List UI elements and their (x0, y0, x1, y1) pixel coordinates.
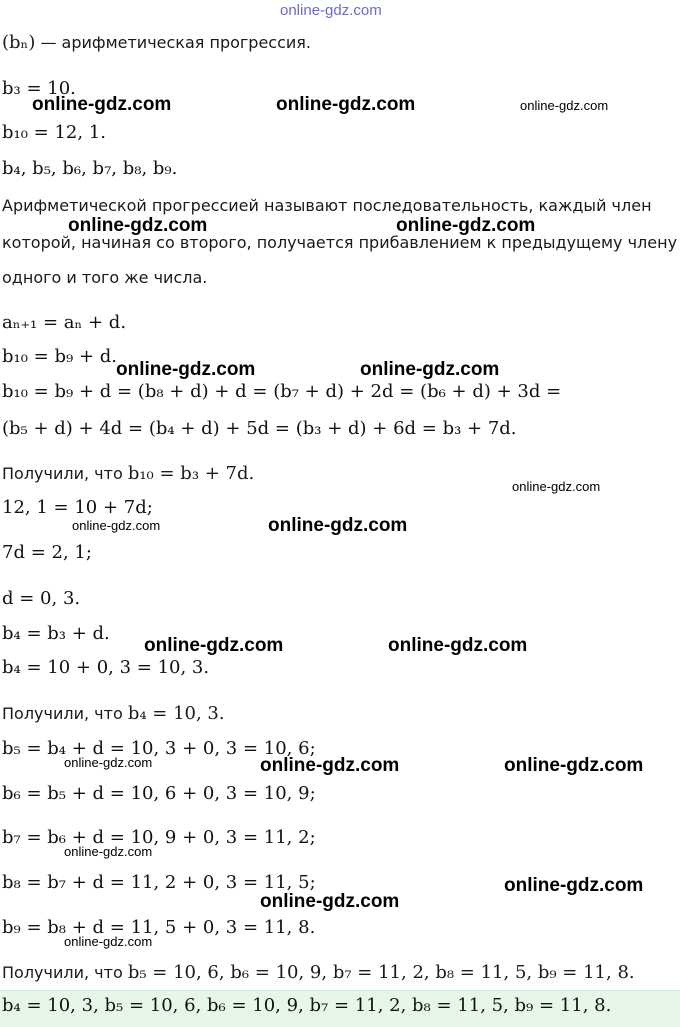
solution-line-l04: b₄, b₅, b₆, b₇, b₈, b₉. (2, 158, 178, 179)
watermark: online-gdz.com (520, 98, 609, 113)
solution-line-l23: b₉ = b₈ + d = 11, 5 + 0, 3 = 11, 8. (2, 917, 316, 938)
watermark: online-gdz.com (268, 515, 408, 536)
math-fragment: (bₙ) (2, 32, 36, 53)
watermark: online-gdz.com (144, 635, 284, 656)
watermark: online-gdz.com (396, 215, 536, 236)
math-fragment: b₄ = 10, 3. (127, 703, 225, 724)
watermark: online-gdz.com (504, 755, 644, 776)
watermark: online-gdz.com (32, 94, 172, 115)
watermark: online-gdz.com (360, 359, 500, 380)
solution-line-l14: 7d = 2, 1; (2, 542, 92, 563)
watermark: online-gdz.com (504, 875, 644, 896)
watermark: online-gdz.com (388, 635, 528, 656)
text-fragment: Получили, что (2, 704, 128, 723)
watermark: online-gdz.com (260, 755, 400, 776)
solution-line-l17: b₄ = 10 + 0, 3 = 10, 3. (2, 657, 210, 678)
math-fragment: b₁₀ = b₃ + 7d. (127, 463, 255, 484)
solution-line-l07: одного и того же числа. (2, 268, 208, 287)
watermark: online-gdz.com (64, 844, 153, 859)
solution-line-l03: b₁₀ = 12, 1. (2, 122, 107, 143)
watermark: online-gdz.com (276, 94, 416, 115)
solution-line-l15: d = 0, 3. (2, 588, 81, 609)
watermark: online-gdz.com (116, 359, 256, 380)
solution-line-l21: b₇ = b₆ + d = 10, 9 + 0, 3 = 11, 2; (2, 827, 316, 848)
top-watermark: online-gdz.com (280, 2, 382, 19)
solution-line-l24 (2, 962, 635, 983)
solution-line-l19: b₅ = b₄ + d = 10, 3 + 0, 3 = 10, 6; (2, 738, 316, 759)
solution-line-l05: Арифметической прогрессией называют последовательность, каждый член (2, 196, 652, 215)
text-fragment: Получили, что (2, 464, 128, 483)
solution-line-l06: которой, начиная со второго, получается прибавлением к предыдущему члену (2, 233, 678, 252)
solution-line-l22: b₈ = b₇ + d = 11, 2 + 0, 3 = 11, 5; (2, 872, 316, 893)
solution-line-l18 (2, 703, 225, 724)
watermark: online-gdz.com (64, 755, 153, 770)
text-fragment: Получили, что (2, 963, 128, 982)
text-fragment: — арифметическая прогрессия. (35, 33, 311, 52)
solution-line-l11: (b₅ + d) + 4d = (b₄ + d) + 5d = (b₃ + d) + 6d = b₃ + 7d. (2, 418, 517, 439)
watermark: online-gdz.com (512, 479, 601, 494)
solution-line-l13: 12, 1 = 10 + 7d; (2, 497, 153, 518)
solution-line-l02: b₃ = 10. (2, 78, 76, 99)
solution-line-l20: b₆ = b₅ + d = 10, 6 + 0, 3 = 10, 9; (2, 783, 316, 804)
solution-line-l01 (2, 32, 311, 53)
solution-line-l09: b₁₀ = b₉ + d. (2, 346, 117, 367)
answer-line: b₄ = 10, 3, b₅ = 10, 6, b₆ = 10, 9, b₇ = 11, 2, b₈ = 11, 5, b₉ = 11, 8. (2, 995, 612, 1016)
solution-line-l12 (2, 463, 254, 484)
solution-line-l08: aₙ₊₁ = aₙ + d. (2, 312, 127, 333)
answer-box (0, 990, 680, 1027)
math-fragment: b₅ = 10, 6, b₆ = 10, 9, b₇ = 11, 2, b₈ = 11, 5, b₉ = 11, 8. (127, 962, 635, 983)
watermark: online-gdz.com (260, 891, 400, 912)
solution-line-l16: b₄ = b₃ + d. (2, 623, 110, 644)
watermark: online-gdz.com (68, 215, 208, 236)
watermark: online-gdz.com (64, 934, 153, 949)
watermark: online-gdz.com (72, 518, 161, 533)
solution-line-l10: b₁₀ = b₉ + d = (b₈ + d) + d = (b₇ + d) + 2d = (b₆ + d) + 3d = (2, 381, 562, 402)
